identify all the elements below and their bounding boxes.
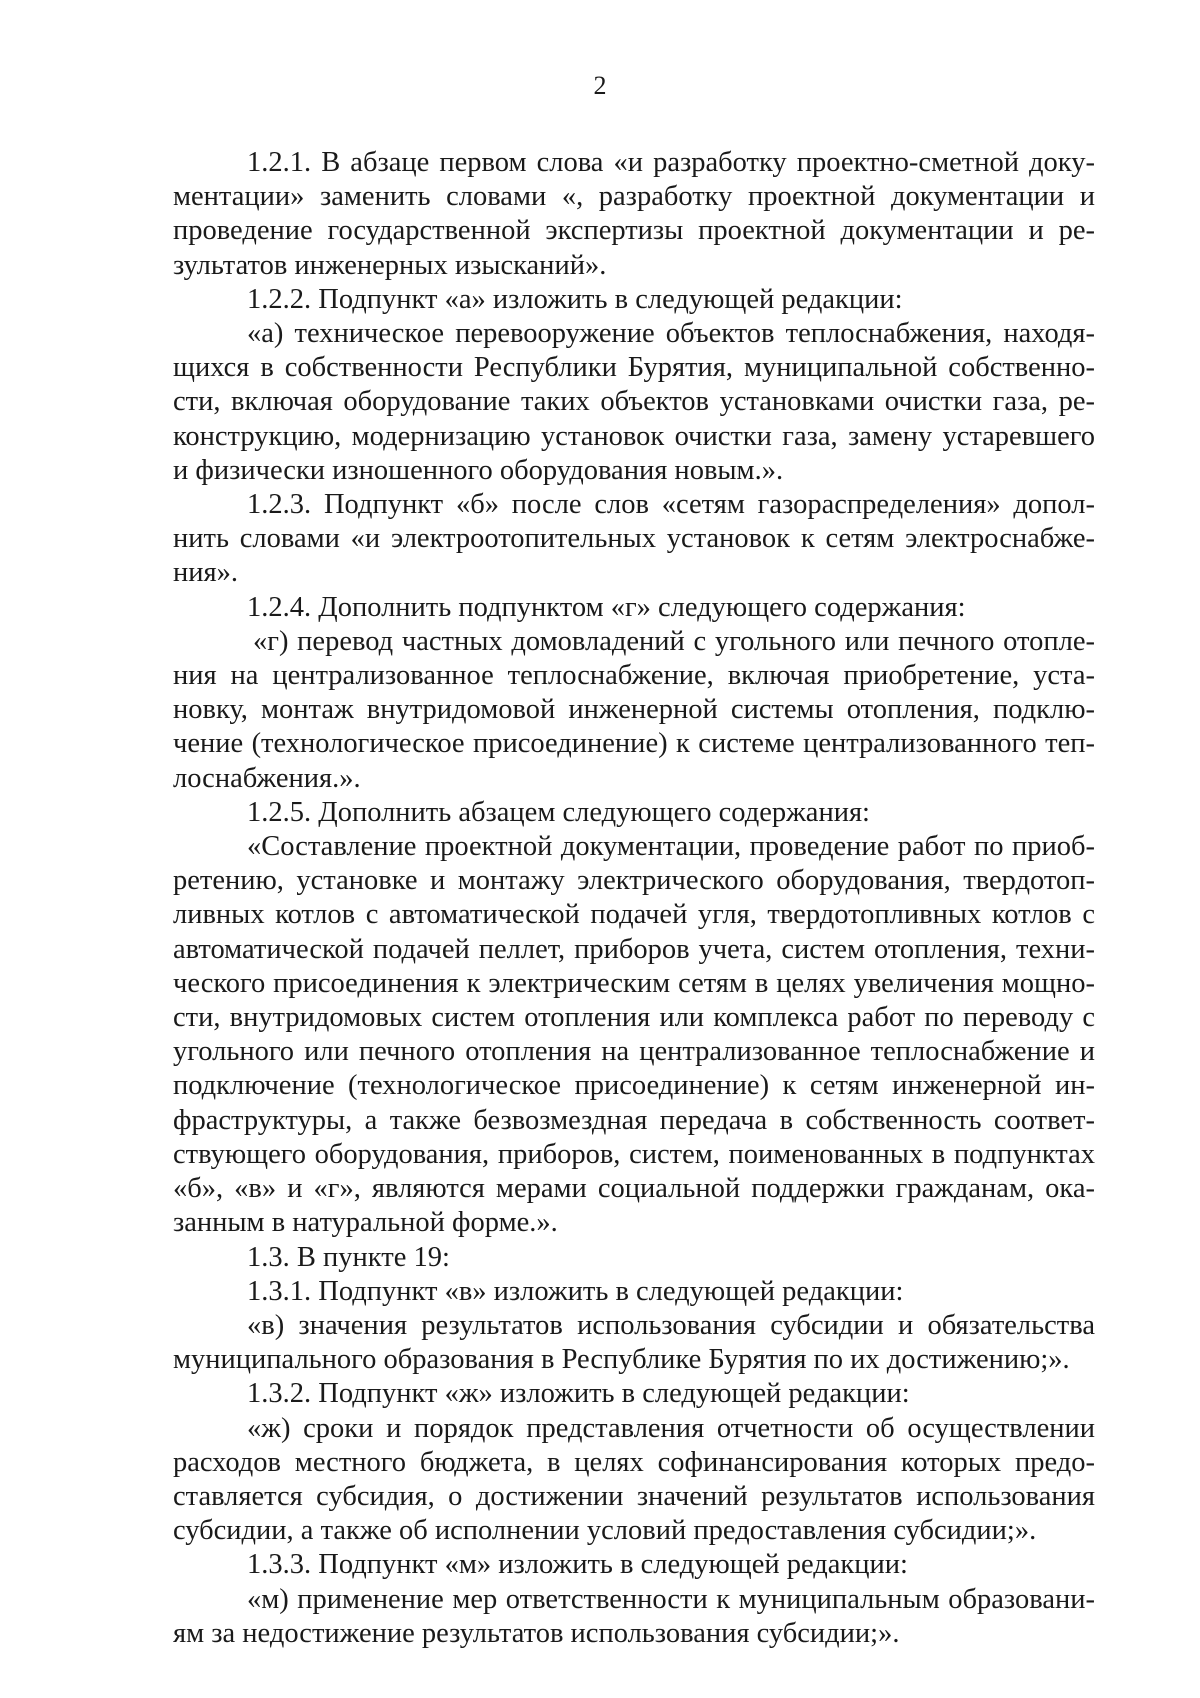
paragraph: 1.3. В пункте 19:	[247, 1241, 450, 1273]
paragraph: 1.3.1. Подпункт «в» изложить в следующей редакции:	[247, 1275, 904, 1307]
paragraph: «в) значения результатов использования субсидии и обязательства муниципального образования в Республике Бурятия по их достижению;».	[173, 1309, 1095, 1376]
paragraph: 1.3.2. Подпункт «ж» изложить в следующей редакции:	[247, 1378, 910, 1410]
paragraph: «г) перевод частных домовладений с угольного или печного отопления на централизованное теплоснабжение, включая приобретение, установку, монтаж внутридомовой инженерной системы отопления, подключение (технологическое присоединение) к системе централизованного теплоснабжения.».	[173, 625, 1095, 794]
paragraph: 1.2.4. Дополнить подпунктом «г» следующего содержания:	[247, 591, 966, 623]
paragraph: «Составление проектной документации, проведение работ по приобретению, установке и монтажу электрического оборудования, твердотопливных котлов с автоматической подачей угля, твердотопливных котлов с автоматической подачей пеллет, приборов учета, систем отопления, технического присоединения к электрическим сетям в целях увеличения мощности, внутридомовых систем отопления или комплекса работ по переводу с угольного или печного отопления на централизованное теплоснабжение и подключение (технологическое присоединение) к сетям инженерной инфраструктуры, а также безвозмездная передача в собственность соответствующего оборудования, приборов, систем, поименованных в подпунктах «б», «в» и «г», являются мерами социальной поддержки гражданам, оказанным в натуральной форме.».	[173, 831, 1095, 1239]
paragraph: 1.2.3. Подпункт «б» после слов «сетям газораспределения» дополнить словами «и электроотопительных установок к сетям электроснабжения».	[173, 489, 1095, 589]
paragraph: 1.2.1. В абзаце первом слова «и разработку проектно-сметной документации» заменить словами «, разработку проектной документации и проведение государственной экспертизы проектной документации и результатов инженерных изысканий».	[173, 147, 1095, 281]
page-number: 2	[593, 71, 607, 100]
paragraph: «ж) сроки и порядок представления отчетности об осуществлении расходов местного бюджета, в целях софинансирования которых предоставляется субсидия, о достижении значений результатов использования субсидии, а также об исполнении условий предоставления субсидии;».	[173, 1412, 1095, 1547]
paragraph: 1.2.5. Дополнить абзацем следующего содержания:	[247, 796, 870, 828]
paragraph: «а) техническое перевооружение объектов теплоснабжения, находящихся в собственности Республики Бурятия, муниципальной собственности, включая оборудование таких объектов установками очистки газа, реконструкцию, модернизацию установок очистки газа, замену устаревшего и физически изношенного оборудования новым.».	[173, 318, 1095, 486]
paragraph: 1.3.3. Подпункт «м» изложить в следующей редакции:	[247, 1549, 908, 1581]
document-body	[173, 146, 1095, 1651]
paragraph: «м) применение мер ответственности к муниципальным образованиям за недостижение результатов использования субсидии;».	[173, 1583, 1095, 1649]
paragraph: 1.2.2. Подпункт «а» изложить в следующей редакции:	[247, 283, 903, 315]
